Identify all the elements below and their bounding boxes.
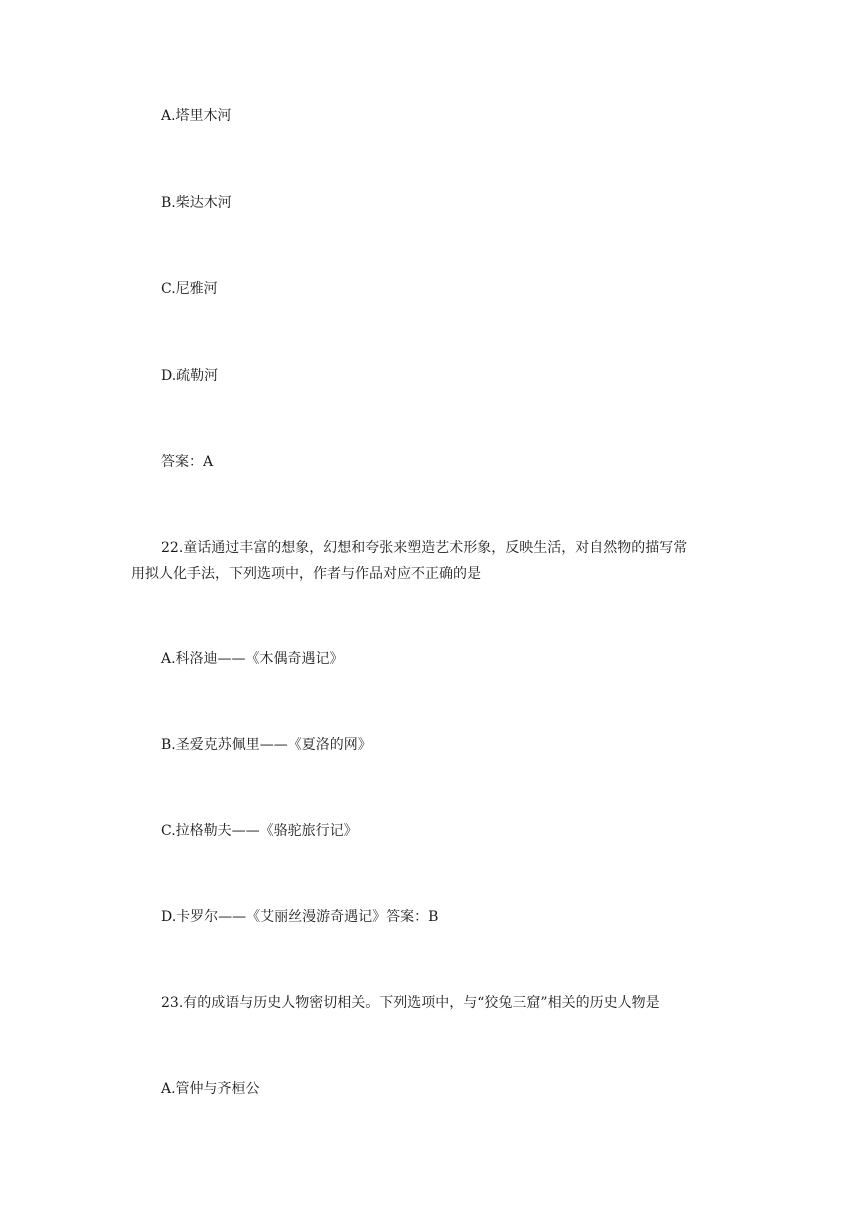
- option-a: A.管仲与齐桓公: [161, 1081, 260, 1097]
- option-d-with-answer: D.卡罗尔——《艾丽丝漫游奇遇记》答案：B: [161, 909, 439, 925]
- option-c: C.拉格勒夫——《骆驼旅行记》: [161, 823, 358, 839]
- option-c: C.尼雅河: [161, 281, 218, 297]
- option-b: B.柴达木河: [161, 195, 232, 211]
- option-d: D.疏勒河: [161, 368, 219, 384]
- option-a: A.科洛迪——《木偶奇遇记》: [161, 651, 344, 667]
- question-23-stem: 23.有的成语与历史人物密切相关。下列选项中，与“狡兔三窟”相关的历史人物是: [161, 995, 660, 1011]
- answer-text: 答案：A: [161, 454, 214, 470]
- option-a: A.塔里木河: [161, 108, 232, 124]
- option-b: B.圣爱克苏佩里——《夏洛的网》: [161, 737, 372, 753]
- question-22-stem-line2: 用拟人化手法，下列选项中，作者与作品对应不正确的是: [131, 566, 481, 582]
- question-22-stem-line1: 22.童话通过丰富的想象，幻想和夸张来塑造艺术形象，反映生活，对自然物的描写常: [161, 540, 688, 556]
